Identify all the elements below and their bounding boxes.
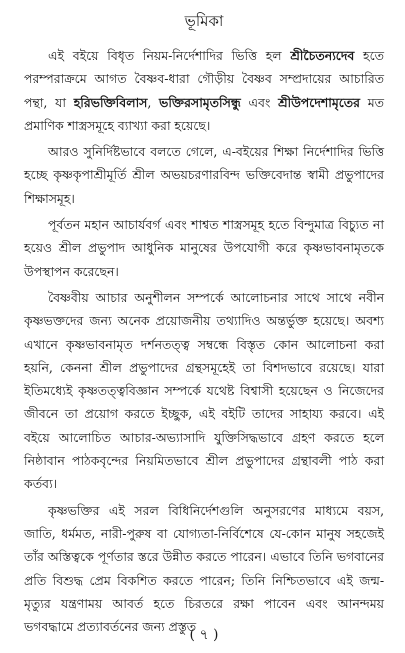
text-run: এবং <box>240 94 279 110</box>
text-run: হতে পরম্পরাক্রমে আগত বৈষ্ণব-ধারা গৌড়ীয় বৈষ্ণব সম্প্রদায়ের আচারিত পন্থা, যা <box>24 48 384 110</box>
text-run: এই বইয়ে বিধৃত নিয়ম-নির্দেশাদির ভিত্তি হল <box>48 48 291 63</box>
text-run: বৈষ্ণবীয় আচার অনুশীলন সম্পর্কে আলোচনার সাথে সাথে নবীন কৃষ্ণভক্তদের জন্য অনেক প্রয়োজনীয় তথ্যাদিও অন্তর্ভুক্ত হয়েছে। অবশ্য এখানে কৃষ্ণভাবনামৃত দর্শনতত্ত্ব সম্বন্ধে বিস্তৃত কোন আলোচনা করা হয়নি, কেননা শ্রীল প্রভুপাদের গ্রন্থসমূহেই তা বিশদভাবে রয়েছে। যারা ইতিমধ্যেই কৃষ্ণতত্ত্ববিজ্ঞান সম্পর্কে যথেষ্ট বিশ্বাসী হয়েছেন ও নিজেদের জীবনে তা প্রয়োগ করতে ইচ্ছুক, এই বইটি তাদের সাহায্য করবে। এই বইয়ে আলোচিত আচার-অভ্যাসাদি যুক্তিসিদ্ধভাবে গ্রহণ করতে হলে নিষ্ঠাবান পাঠকবৃন্দের নিয়মিতভাবে শ্রীল প্রভুপাদের গ্রন্থাবলী পাঠ করা কর্তব্য। <box>24 289 384 492</box>
bold-text-run: ভক্তিরসামৃতসিন্ধু <box>159 94 241 110</box>
paragraph-4 <box>24 286 384 496</box>
page-number: ( ৭ ) <box>189 627 219 643</box>
paragraph-3 <box>24 213 384 283</box>
bold-text-run: হরিভক্তিবিলাস <box>73 94 148 110</box>
text-run: মত প্রমাণিক শাস্ত্রসমূহে ব্যাখ্যা করা হয়েছে। <box>24 94 384 133</box>
paragraph-1 <box>24 44 384 137</box>
text-run: আরও সুনির্দিষ্টভাবে বলতে গেলে, এ-বইয়ের শিক্ষা নির্দেশাদির ভিত্তি হচ্ছে কৃষ্ণকৃপাশ্রীমূর্তি শ্রীল অভয়চরণারবিন্দ ভক্তিবেদান্ত স্বামী প্রভুপাদের শিক্ষাসমূহ। <box>24 144 384 206</box>
page-title: ভূমিকা <box>184 12 224 30</box>
paragraph-5 <box>24 499 384 639</box>
text-run: পূর্বতন মহান আচার্যবর্গ এবং শাশ্বত শাস্ত্রসমূহ হতে বিন্দুমাত্র বিচ্যুত না হয়েও শ্রীল প্রভুপাদ আধুনিক মানুষের উপযোগী করে কৃষ্ণভাবনামৃতকে উপস্থাপন করেছেন। <box>24 217 384 279</box>
text-run: কৃষ্ণভক্তির এই সরল বিধিনির্দেশগুলি অনুসরণের মাধ্যমে বয়স, জাতি, ধর্মমত, নারী-পুরুষ বা যোগ্যতা-নির্বিশেষে যে-কোন মানুষ সহজেই তাঁর অস্তিত্বকে পূর্ণতার স্তরে উন্নীত করতে পারেন। এভাবে তিনি ভগবানের প্রতি বিশুদ্ধ প্রেম বিকশিত করতে পারেন; তিনি নিশ্চিতভাবে এই জন্ম-মৃত্যুর যন্ত্রণাময় আবর্ত হতে চিরতরে রক্ষা পাবেন এবং আনন্দময় ভগবদ্ধামে প্রত্যাবর্তনের জন্য প্রস্তুত <box>24 502 384 635</box>
bold-text-run: শ্রীউপদেশামৃতের <box>278 94 360 110</box>
document-page <box>24 10 384 645</box>
text-run: , <box>147 94 160 110</box>
paragraph-2 <box>24 140 384 210</box>
bold-text-run: শ্রীচৈতন্যদেব <box>290 48 355 63</box>
